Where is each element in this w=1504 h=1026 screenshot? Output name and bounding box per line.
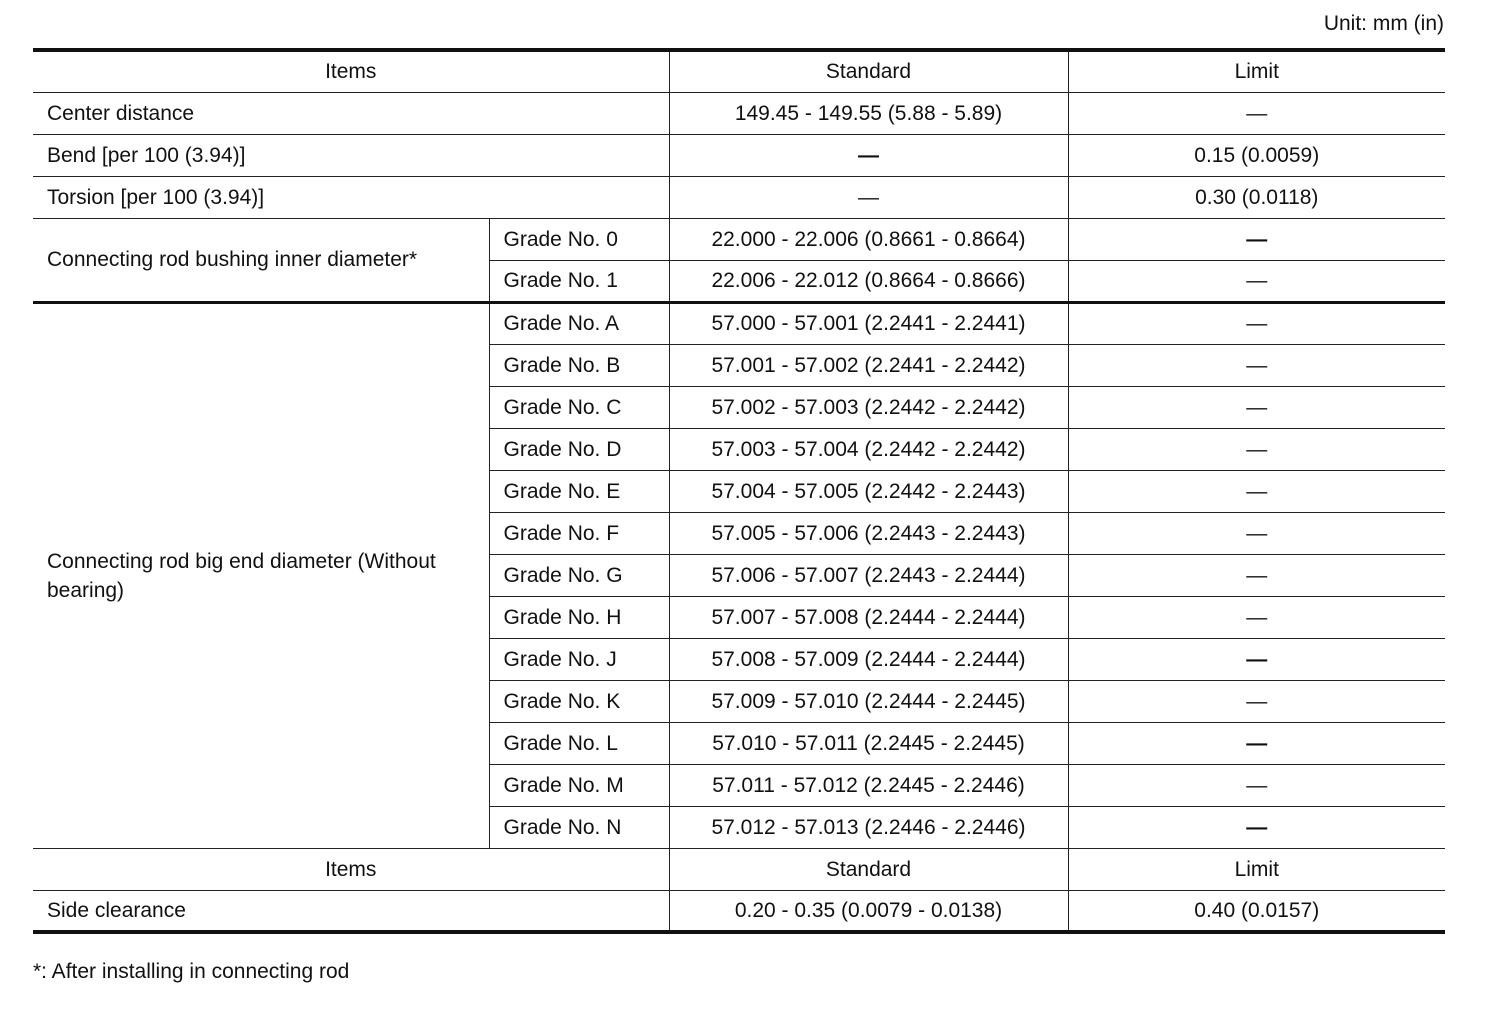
grade-label: Grade No. H <box>489 596 669 638</box>
standard-value: 149.45 - 149.55 (5.88 - 5.89) <box>669 92 1068 134</box>
limit-value: 0.30 (0.0118) <box>1068 176 1445 218</box>
grade-label: Grade No. A <box>489 302 669 344</box>
limit-value: — <box>1068 344 1445 386</box>
limit-value: — <box>1068 764 1445 806</box>
grade-label: Grade No. F <box>489 512 669 554</box>
standard-value: 22.000 - 22.006 (0.8661 - 0.8664) <box>669 218 1068 260</box>
table-row <box>33 302 1445 344</box>
header-row <box>33 848 1445 890</box>
standard-value: 0.20 - 0.35 (0.0079 - 0.0138) <box>669 890 1068 932</box>
grade-label: Grade No. E <box>489 470 669 512</box>
unit-label: Unit: mm (in) <box>1323 12 1444 35</box>
limit-value: — <box>1068 428 1445 470</box>
standard-value: — <box>669 134 1068 176</box>
grade-label: Grade No. K <box>489 680 669 722</box>
limit-value: — <box>1068 680 1445 722</box>
header-row <box>33 50 1445 92</box>
standard-value: 57.009 - 57.010 (2.2444 - 2.2445) <box>669 680 1068 722</box>
standard-value: — <box>669 176 1068 218</box>
grade-label: Grade No. 1 <box>489 260 669 302</box>
grade-label: Grade No. N <box>489 806 669 848</box>
limit-value: — <box>1068 302 1445 344</box>
header-standard: Standard <box>669 50 1068 92</box>
grade-label: Grade No. C <box>489 386 669 428</box>
limit-value: — <box>1068 92 1445 134</box>
header-limit: Limit <box>1068 50 1445 92</box>
standard-value: 57.003 - 57.004 (2.2442 - 2.2442) <box>669 428 1068 470</box>
grade-label: Grade No. D <box>489 428 669 470</box>
header-limit: Limit <box>1068 848 1445 890</box>
footnote: *: After installing in connecting rod <box>33 960 350 983</box>
grade-label: Grade No. M <box>489 764 669 806</box>
standard-value: 57.010 - 57.011 (2.2445 - 2.2445) <box>669 722 1068 764</box>
limit-value: — <box>1068 512 1445 554</box>
standard-value: 57.012 - 57.013 (2.2446 - 2.2446) <box>669 806 1068 848</box>
standard-value: 57.000 - 57.001 (2.2441 - 2.2441) <box>669 302 1068 344</box>
limit-value: — <box>1068 470 1445 512</box>
limit-value: — <box>1068 638 1445 680</box>
item-torsion: Torsion [per 100 (3.94)] <box>33 176 669 218</box>
item-big-end-diameter: Connecting rod big end diameter (Without bearing) <box>33 302 489 848</box>
limit-value: — <box>1068 554 1445 596</box>
grade-label: Grade No. B <box>489 344 669 386</box>
header-standard: Standard <box>669 848 1068 890</box>
grade-label: Grade No. J <box>489 638 669 680</box>
item-center-distance: Center distance <box>33 92 669 134</box>
table-row <box>33 890 1445 932</box>
table-row <box>33 92 1445 134</box>
standard-value: 57.005 - 57.006 (2.2443 - 2.2443) <box>669 512 1068 554</box>
table-row <box>33 218 1445 260</box>
standard-value: 57.001 - 57.002 (2.2441 - 2.2442) <box>669 344 1068 386</box>
limit-value: — <box>1068 596 1445 638</box>
limit-value: 0.40 (0.0157) <box>1068 890 1445 932</box>
standard-value: 57.006 - 57.007 (2.2443 - 2.2444) <box>669 554 1068 596</box>
grade-label: Grade No. 0 <box>489 218 669 260</box>
standard-value: 57.007 - 57.008 (2.2444 - 2.2444) <box>669 596 1068 638</box>
limit-value: — <box>1068 218 1445 260</box>
limit-value: — <box>1068 806 1445 848</box>
grade-label: Grade No. G <box>489 554 669 596</box>
standard-value: 22.006 - 22.012 (0.8664 - 0.8666) <box>669 260 1068 302</box>
grade-label: Grade No. L <box>489 722 669 764</box>
table-row <box>33 134 1445 176</box>
limit-value: — <box>1068 386 1445 428</box>
item-bend: Bend [per 100 (3.94)] <box>33 134 669 176</box>
header-items: Items <box>33 848 669 890</box>
connecting-rod-spec-table <box>33 48 1445 934</box>
standard-value: 57.002 - 57.003 (2.2442 - 2.2442) <box>669 386 1068 428</box>
table-row <box>33 176 1445 218</box>
header-items: Items <box>33 50 669 92</box>
limit-value: — <box>1068 260 1445 302</box>
item-side-clearance: Side clearance <box>33 890 669 932</box>
standard-value: 57.008 - 57.009 (2.2444 - 2.2444) <box>669 638 1068 680</box>
limit-value: — <box>1068 722 1445 764</box>
standard-value: 57.004 - 57.005 (2.2442 - 2.2443) <box>669 470 1068 512</box>
standard-value: 57.011 - 57.012 (2.2445 - 2.2446) <box>669 764 1068 806</box>
limit-value: 0.15 (0.0059) <box>1068 134 1445 176</box>
item-bushing-inner-diameter: Connecting rod bushing inner diameter* <box>33 218 489 302</box>
